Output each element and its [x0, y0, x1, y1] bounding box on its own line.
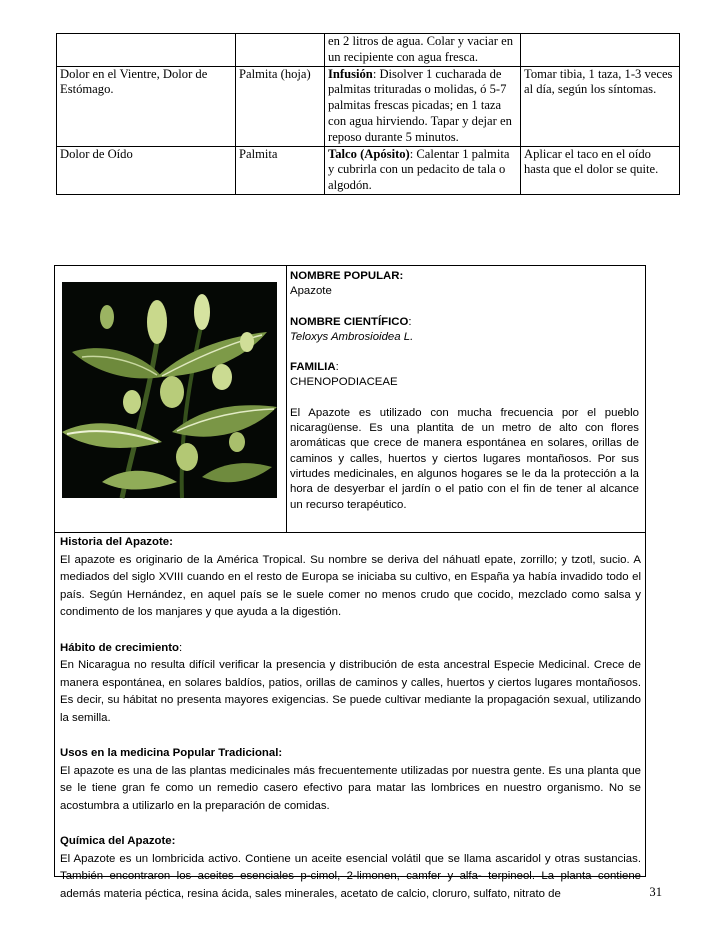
- plant-cell: Palmita: [236, 146, 325, 194]
- uses-heading: Usos en la medicina Popular Tradicional:: [60, 747, 283, 760]
- growth-heading-colon: :: [179, 641, 183, 654]
- plant-photo: [62, 282, 277, 498]
- plant-description: El Apazote es utilizado con mucha frecuencia por el pueblo nicaragüense. Es una plantita de un metro de alto con flores aromáticas que crece de manera espontánea en solares, orillas de caminos y calles, huertos y ciertos lugares montañosos. Por sus virtudes medicinales, en algunos hogares se le da la protección a la hora de desyerbar el jardín o el patio con el fin de tener al alcance un recurso terapéutico.: [290, 406, 639, 511]
- scientific-name: Teloxys Ambrosioidea L.: [290, 330, 414, 343]
- plant-cell: Palmita (hoja): [236, 66, 325, 146]
- plant-header: [55, 266, 645, 532]
- chemistry-text: El Apazote es un lombricida activo. Contiene un aceite esencial volátil que se llama ascaridol y otras sustancias. También encontraron los aceites esenciales p-cimol, 2-limonen, camfer y alfa- terpineol. La planta contiene además materia péctica, resina ácida, sales minerales, acetato de calcio, cloruro, sulfato, nitrato de: [60, 852, 641, 900]
- popular-name: Apazote: [290, 285, 332, 298]
- table-row: [57, 146, 680, 194]
- apazote-plant-image: [62, 282, 277, 498]
- growth-text: En Nicaragua no resulta difícil verificar la presencia y distribución de esta ancestral Especie Medicinal. Crece de manera espontánea, en solares baldíos, patios, orillas de caminos y calles, huertos y ciertos lugares montañosos. Es decir, su hábitat no presenta mayores exigencias. Se puede cultivar mediante la propagación sexual, utilizando la semilla.: [60, 659, 641, 724]
- history-text: El apazote es originario de la América Tropical. Su nombre se deriva del náhuatl epate, zorrillo; y tzotl, sucio. A mediados del siglo XVIII cuando en el resto de Europa se iniciaba su cultivo, en España ya había invadido todo el país. Según Hernández, en aquel país se le suele comer no menos crudo que cocido, mezclado como salsa y condimento de los manjares y que ayuda a la digestión.: [60, 553, 641, 619]
- dose-cell: Tomar tibia, 1 taza, 1-3 veces al día, según los síntomas.: [521, 66, 680, 146]
- popular-name-label: NOMBRE POPULAR:: [290, 270, 404, 282]
- family-colon: :: [335, 361, 339, 374]
- preparation-text: en 2 litros de agua. Colar y vaciar en un recipiente con agua fresca.: [328, 34, 513, 64]
- growth-heading: [60, 640, 641, 658]
- table-row: [57, 34, 680, 67]
- preparation-label: Talco (Apósito): [328, 146, 410, 161]
- family-row: [290, 360, 639, 375]
- plant-sheet: [54, 265, 646, 900]
- family-label: FAMILIA: [290, 361, 336, 374]
- scientific-name-colon: :: [408, 315, 412, 328]
- column-divider: [286, 266, 287, 532]
- preparation-text: : Disolver 1 cucharada de palmitas trituradas o molidas, ó 5-7 palmitas frescas picadas; en 1 taza con agua hirviendo. Tapar y dejar en reposo durante 5 minutos.: [328, 66, 512, 144]
- chemistry-heading: Química del Apazote:: [60, 835, 176, 848]
- preparation-text: : Calentar 1 palmita y cubrirla con un pedacito de tala o algodón.: [328, 146, 510, 193]
- plant-info: [290, 269, 639, 513]
- uses-text: El apazote es una de las plantas medicinales más frecuentemente utilizadas por nuestra gente. Es una planta que se le tiene gran fe como un remedio casero efectivo para matar las lombrices en nuestro organismo. No se acostumbra a utilizarlo en la preparación de comidas.: [60, 764, 641, 812]
- growth-heading-text: Hábito de crecimiento: [60, 641, 179, 654]
- dose-cell: [521, 34, 680, 67]
- symptom-cell: Dolor de Oído: [57, 146, 236, 194]
- family-name: CHENOPODIACEAE: [290, 376, 398, 389]
- dose-cell: Aplicar el taco en el oído hasta que el dolor se quite.: [521, 146, 680, 194]
- remedies-table: [56, 33, 680, 195]
- preparation-cell: [325, 146, 521, 194]
- preparation-cell: [325, 34, 521, 67]
- plant-sections: [60, 534, 641, 903]
- preparation-label: Infusión: [328, 66, 373, 81]
- page-number: 31: [649, 885, 662, 899]
- history-heading: Historia del Apazote:: [60, 536, 173, 548]
- scientific-name-label: NOMBRE CIENTÍFICO: [290, 315, 409, 328]
- preparation-cell: [325, 66, 521, 146]
- section-divider: [55, 532, 645, 533]
- table-row: [57, 66, 680, 146]
- plant-cell: [236, 34, 325, 67]
- symptom-cell: [57, 34, 236, 67]
- symptom-cell: Dolor en el Vientre, Dolor de Estómago.: [57, 66, 236, 146]
- scientific-name-row: [290, 315, 639, 330]
